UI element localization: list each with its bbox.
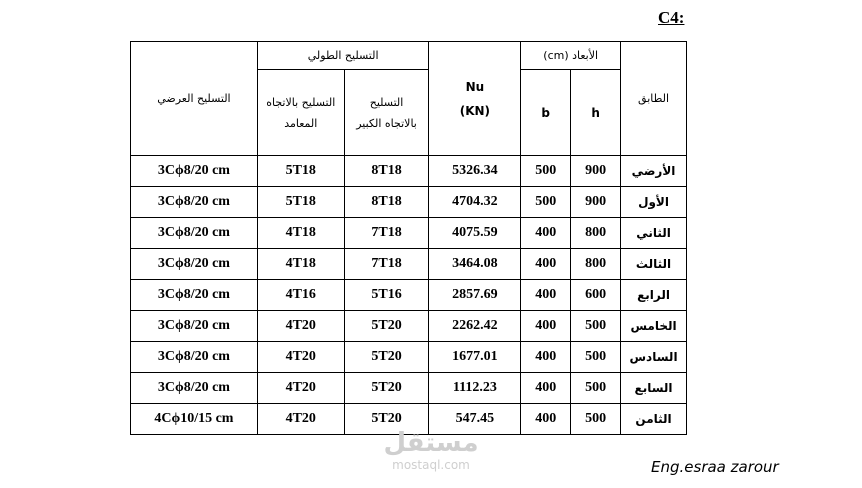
cell-perp: 4T18 <box>257 218 344 249</box>
cell-h: 500 <box>571 311 621 342</box>
cell-perp: 5T18 <box>257 187 344 218</box>
cell-transverse: 3Cϕ8/20 cm <box>131 218 258 249</box>
header-dimensions: الأبعاد (cm) <box>521 42 621 70</box>
table-row <box>131 156 687 187</box>
header-floor: الطابق <box>621 42 687 156</box>
cell-h: 600 <box>571 280 621 311</box>
cell-major: 5T16 <box>344 280 429 311</box>
header-longitudinal: التسليح الطولي <box>257 42 429 70</box>
cell-transverse: 3Cϕ8/20 cm <box>131 342 258 373</box>
cell-h: 500 <box>571 373 621 404</box>
cell-h: 800 <box>571 249 621 280</box>
cell-major: 7T18 <box>344 218 429 249</box>
cell-transverse: 3Cϕ8/20 cm <box>131 311 258 342</box>
header-perp-line2: المعامد <box>284 116 318 130</box>
cell-transverse: 3Cϕ8/20 cm <box>131 249 258 280</box>
header-nu-line1: Nu <box>465 79 485 94</box>
cell-floor: الأرضي <box>621 156 687 187</box>
cell-major: 8T18 <box>344 156 429 187</box>
cell-b: 400 <box>521 404 571 435</box>
header-major <box>344 70 429 156</box>
cell-nu: 1112.23 <box>429 373 521 404</box>
cell-floor: الخامس <box>621 311 687 342</box>
header-b: b <box>521 70 571 156</box>
cell-b: 400 <box>521 218 571 249</box>
cell-transverse: 3Cϕ8/20 cm <box>131 280 258 311</box>
cell-perp: 5T18 <box>257 156 344 187</box>
watermark-logo: مستقل <box>383 428 479 458</box>
header-h: h <box>571 70 621 156</box>
header-transverse: التسليح العرضي <box>131 42 258 156</box>
cell-transverse: 3Cϕ8/20 cm <box>131 156 258 187</box>
cell-transverse: 3Cϕ8/20 cm <box>131 187 258 218</box>
cell-nu: 2857.69 <box>429 280 521 311</box>
cell-nu: 547.45 <box>429 404 521 435</box>
cell-floor: السابع <box>621 373 687 404</box>
cell-floor: الرابع <box>621 280 687 311</box>
cell-floor: الثامن <box>621 404 687 435</box>
cell-h: 800 <box>571 218 621 249</box>
cell-floor: الثاني <box>621 218 687 249</box>
cell-nu: 4075.59 <box>429 218 521 249</box>
cell-nu: 2262.42 <box>429 311 521 342</box>
cell-perp: 4T20 <box>257 373 344 404</box>
cell-b: 400 <box>521 311 571 342</box>
cell-perp: 4T20 <box>257 342 344 373</box>
cell-major: 5T20 <box>344 404 429 435</box>
cell-floor: السادس <box>621 342 687 373</box>
table-row <box>131 311 687 342</box>
cell-major: 8T18 <box>344 187 429 218</box>
cell-transverse: 4Cϕ10/15 cm <box>131 404 258 435</box>
section-title: C4: <box>658 8 685 27</box>
table-row <box>131 342 687 373</box>
header-perp <box>257 70 344 156</box>
cell-major: 7T18 <box>344 249 429 280</box>
table-row <box>131 249 687 280</box>
cell-b: 400 <box>521 373 571 404</box>
cell-floor: الثالث <box>621 249 687 280</box>
table-row <box>131 373 687 404</box>
cell-perp: 4T16 <box>257 280 344 311</box>
cell-h: 900 <box>571 187 621 218</box>
cell-perp: 4T18 <box>257 249 344 280</box>
author-signature: Eng.esraa zarour <box>651 458 779 476</box>
cell-h: 500 <box>571 404 621 435</box>
header-major-line2: بالاتجاه الكبير <box>356 116 417 130</box>
cell-major: 5T20 <box>344 311 429 342</box>
table-row <box>131 280 687 311</box>
cell-floor: الأول <box>621 187 687 218</box>
cell-b: 400 <box>521 249 571 280</box>
cell-nu: 4704.32 <box>429 187 521 218</box>
cell-b: 400 <box>521 280 571 311</box>
header-major-line1: التسليح <box>369 95 404 109</box>
table-row <box>131 187 687 218</box>
cell-h: 900 <box>571 156 621 187</box>
cell-b: 500 <box>521 156 571 187</box>
cell-b: 400 <box>521 342 571 373</box>
cell-nu: 3464.08 <box>429 249 521 280</box>
cell-perp: 4T20 <box>257 404 344 435</box>
table-row <box>131 218 687 249</box>
watermark-url: mostaql.com <box>392 458 470 472</box>
cell-nu: 5326.34 <box>429 156 521 187</box>
cell-b: 500 <box>521 187 571 218</box>
cell-major: 5T20 <box>344 373 429 404</box>
cell-major: 5T20 <box>344 342 429 373</box>
table-header <box>131 42 687 156</box>
header-nu <box>429 42 521 156</box>
header-perp-line1: التسليح بالاتجاه <box>266 95 336 109</box>
table-body <box>131 156 687 435</box>
cell-nu: 1677.01 <box>429 342 521 373</box>
header-nu-line2: (KN) <box>459 103 491 118</box>
mostaql-watermark <box>376 428 486 472</box>
cell-perp: 4T20 <box>257 311 344 342</box>
cell-h: 500 <box>571 342 621 373</box>
cell-transverse: 3Cϕ8/20 cm <box>131 373 258 404</box>
reinforcement-table <box>130 41 687 435</box>
